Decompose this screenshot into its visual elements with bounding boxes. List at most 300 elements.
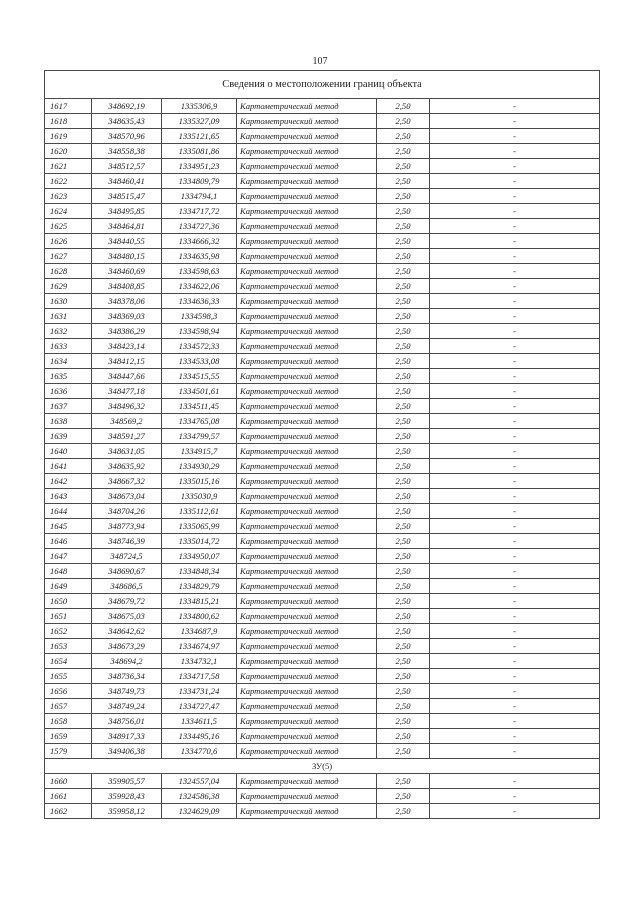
table-title-row <box>45 71 600 99</box>
coord-y-cell: 1335112,61 <box>162 504 237 519</box>
point-number-cell: 1627 <box>45 249 92 264</box>
precision-cell: 2,50 <box>377 654 430 669</box>
precision-cell: 2,50 <box>377 789 430 804</box>
method-cell: Картометрический метод <box>237 489 377 504</box>
coord-y-cell: 1334799,57 <box>162 429 237 444</box>
point-number-cell: 1579 <box>45 744 92 759</box>
coord-y-cell: 1324586,38 <box>162 789 237 804</box>
point-number-cell: 1623 <box>45 189 92 204</box>
coord-x-cell: 348477,18 <box>92 384 162 399</box>
table-row <box>45 219 600 234</box>
description-cell: - <box>430 744 600 759</box>
precision-cell: 2,50 <box>377 804 430 819</box>
description-cell: - <box>430 444 600 459</box>
table-row <box>45 474 600 489</box>
point-number-cell: 1642 <box>45 474 92 489</box>
precision-cell: 2,50 <box>377 384 430 399</box>
table-row <box>45 534 600 549</box>
description-cell: - <box>430 699 600 714</box>
point-number-cell: 1656 <box>45 684 92 699</box>
description-cell: - <box>430 369 600 384</box>
coord-y-cell: 1334635,98 <box>162 249 237 264</box>
precision-cell: 2,50 <box>377 144 430 159</box>
method-cell: Картометрический метод <box>237 444 377 459</box>
method-cell: Картометрический метод <box>237 669 377 684</box>
method-cell: Картометрический метод <box>237 339 377 354</box>
table-row <box>45 639 600 654</box>
coord-x-cell: 348773,94 <box>92 519 162 534</box>
method-cell: Картометрический метод <box>237 714 377 729</box>
coord-y-cell: 1334809,79 <box>162 174 237 189</box>
precision-cell: 2,50 <box>377 594 430 609</box>
precision-cell: 2,50 <box>377 459 430 474</box>
point-number-cell: 1636 <box>45 384 92 399</box>
table-row <box>45 324 600 339</box>
table-row <box>45 249 600 264</box>
method-cell: Картометрический метод <box>237 174 377 189</box>
point-number-cell: 1643 <box>45 489 92 504</box>
precision-cell: 2,50 <box>377 699 430 714</box>
point-number-cell: 1638 <box>45 414 92 429</box>
method-cell: Картометрический метод <box>237 144 377 159</box>
coord-x-cell: 348558,38 <box>92 144 162 159</box>
description-cell: - <box>430 654 600 669</box>
method-cell: Картометрический метод <box>237 804 377 819</box>
description-cell: - <box>430 294 600 309</box>
point-number-cell: 1630 <box>45 294 92 309</box>
description-cell: - <box>430 189 600 204</box>
method-cell: Картометрический метод <box>237 159 377 174</box>
coord-y-cell: 1334727,36 <box>162 219 237 234</box>
coord-x-cell: 348386,29 <box>92 324 162 339</box>
table-row <box>45 714 600 729</box>
method-cell: Картометрический метод <box>237 729 377 744</box>
coord-y-cell: 1334598,94 <box>162 324 237 339</box>
method-cell: Картометрический метод <box>237 564 377 579</box>
description-cell: - <box>430 684 600 699</box>
coord-x-cell: 348480,15 <box>92 249 162 264</box>
coord-x-cell: 348746,39 <box>92 534 162 549</box>
description-cell: - <box>430 324 600 339</box>
point-number-cell: 1625 <box>45 219 92 234</box>
coord-y-cell: 1334731,24 <box>162 684 237 699</box>
point-number-cell: 1644 <box>45 504 92 519</box>
coord-x-cell: 348447,66 <box>92 369 162 384</box>
coord-y-cell: 1334950,07 <box>162 549 237 564</box>
table-row <box>45 264 600 279</box>
description-cell: - <box>430 669 600 684</box>
precision-cell: 2,50 <box>377 549 430 564</box>
method-cell: Картометрический метод <box>237 234 377 249</box>
description-cell: - <box>430 249 600 264</box>
description-cell: - <box>430 489 600 504</box>
point-number-cell: 1645 <box>45 519 92 534</box>
coord-y-cell: 1335121,65 <box>162 129 237 144</box>
method-cell: Картометрический метод <box>237 699 377 714</box>
table-row <box>45 504 600 519</box>
description-cell: - <box>430 279 600 294</box>
table-row <box>45 234 600 249</box>
method-cell: Картометрический метод <box>237 354 377 369</box>
precision-cell: 2,50 <box>377 159 430 174</box>
point-number-cell: 1622 <box>45 174 92 189</box>
method-cell: Картометрический метод <box>237 594 377 609</box>
coord-x-cell: 348423,14 <box>92 339 162 354</box>
method-cell: Картометрический метод <box>237 219 377 234</box>
point-number-cell: 1639 <box>45 429 92 444</box>
method-cell: Картометрический метод <box>237 189 377 204</box>
point-number-cell: 1632 <box>45 324 92 339</box>
table-row <box>45 699 600 714</box>
point-number-cell: 1618 <box>45 114 92 129</box>
table-row <box>45 579 600 594</box>
coord-y-cell: 1334770,6 <box>162 744 237 759</box>
coord-y-cell: 1334501,61 <box>162 384 237 399</box>
precision-cell: 2,50 <box>377 204 430 219</box>
coord-x-cell: 348694,2 <box>92 654 162 669</box>
coord-x-cell: 348749,24 <box>92 699 162 714</box>
point-number-cell: 1658 <box>45 714 92 729</box>
description-cell: - <box>430 204 600 219</box>
method-cell: Картометрический метод <box>237 654 377 669</box>
table-row <box>45 459 600 474</box>
method-cell: Картометрический метод <box>237 204 377 219</box>
method-cell: Картометрический метод <box>237 309 377 324</box>
table-row <box>45 549 600 564</box>
coord-x-cell: 348673,04 <box>92 489 162 504</box>
precision-cell: 2,50 <box>377 639 430 654</box>
point-number-cell: 1628 <box>45 264 92 279</box>
coord-y-cell: 1334598,3 <box>162 309 237 324</box>
point-number-cell: 1657 <box>45 699 92 714</box>
coord-y-cell: 1334794,1 <box>162 189 237 204</box>
point-number-cell: 1634 <box>45 354 92 369</box>
coord-x-cell: 348673,29 <box>92 639 162 654</box>
precision-cell: 2,50 <box>377 414 430 429</box>
method-cell: Картометрический метод <box>237 384 377 399</box>
description-cell: - <box>430 519 600 534</box>
method-cell: Картометрический метод <box>237 129 377 144</box>
point-number-cell: 1637 <box>45 399 92 414</box>
coord-x-cell: 348679,72 <box>92 594 162 609</box>
precision-cell: 2,50 <box>377 294 430 309</box>
description-cell: - <box>430 774 600 789</box>
method-cell: Картометрический метод <box>237 744 377 759</box>
coord-y-cell: 1334727,47 <box>162 699 237 714</box>
coord-y-cell: 1334951,23 <box>162 159 237 174</box>
precision-cell: 2,50 <box>377 729 430 744</box>
description-cell: - <box>430 219 600 234</box>
description-cell: - <box>430 384 600 399</box>
coord-x-cell: 348591,27 <box>92 429 162 444</box>
coord-y-cell: 1334800,62 <box>162 609 237 624</box>
method-cell: Картометрический метод <box>237 369 377 384</box>
coord-y-cell: 1334815,21 <box>162 594 237 609</box>
table-row <box>45 189 600 204</box>
coord-y-cell: 1335081,86 <box>162 144 237 159</box>
table-row <box>45 294 600 309</box>
coord-x-cell: 348749,73 <box>92 684 162 699</box>
table-row <box>45 174 600 189</box>
description-cell: - <box>430 549 600 564</box>
point-number-cell: 1662 <box>45 804 92 819</box>
method-cell: Картометрический метод <box>237 474 377 489</box>
description-cell: - <box>430 159 600 174</box>
description-cell: - <box>430 564 600 579</box>
description-cell: - <box>430 594 600 609</box>
coord-x-cell: 348667,32 <box>92 474 162 489</box>
table-row <box>45 684 600 699</box>
coord-y-cell: 1334687,9 <box>162 624 237 639</box>
table-row <box>45 204 600 219</box>
point-number-cell: 1626 <box>45 234 92 249</box>
coord-x-cell: 359958,12 <box>92 804 162 819</box>
table-row <box>45 429 600 444</box>
coord-x-cell: 359905,57 <box>92 774 162 789</box>
method-cell: Картометрический метод <box>237 789 377 804</box>
table-row <box>45 129 600 144</box>
precision-cell: 2,50 <box>377 489 430 504</box>
precision-cell: 2,50 <box>377 279 430 294</box>
method-cell: Картометрический метод <box>237 264 377 279</box>
point-number-cell: 1635 <box>45 369 92 384</box>
coord-x-cell: 348378,06 <box>92 294 162 309</box>
coord-x-cell: 348512,57 <box>92 159 162 174</box>
description-cell: - <box>430 789 600 804</box>
coord-y-cell: 1334717,58 <box>162 669 237 684</box>
table-row <box>45 369 600 384</box>
table-row <box>45 309 600 324</box>
point-number-cell: 1651 <box>45 609 92 624</box>
coord-y-cell: 1334636,33 <box>162 294 237 309</box>
coord-x-cell: 348635,92 <box>92 459 162 474</box>
coord-y-cell: 1335327,09 <box>162 114 237 129</box>
description-cell: - <box>430 129 600 144</box>
point-number-cell: 1620 <box>45 144 92 159</box>
table-row <box>45 669 600 684</box>
point-number-cell: 1631 <box>45 309 92 324</box>
description-cell: - <box>430 399 600 414</box>
precision-cell: 2,50 <box>377 714 430 729</box>
description-cell: - <box>430 474 600 489</box>
method-cell: Картометрический метод <box>237 549 377 564</box>
coord-y-cell: 1334829,79 <box>162 579 237 594</box>
precision-cell: 2,50 <box>377 234 430 249</box>
point-number-cell: 1654 <box>45 654 92 669</box>
coord-x-cell: 348412,15 <box>92 354 162 369</box>
point-number-cell: 1655 <box>45 669 92 684</box>
description-cell: - <box>430 714 600 729</box>
coord-y-cell: 1334915,7 <box>162 444 237 459</box>
point-number-cell: 1619 <box>45 129 92 144</box>
coord-y-cell: 1334511,45 <box>162 399 237 414</box>
precision-cell: 2,50 <box>377 519 430 534</box>
method-cell: Картометрический метод <box>237 414 377 429</box>
precision-cell: 2,50 <box>377 579 430 594</box>
method-cell: Картометрический метод <box>237 279 377 294</box>
coord-x-cell: 359928,43 <box>92 789 162 804</box>
table-row <box>45 99 600 114</box>
coord-x-cell: 348642,62 <box>92 624 162 639</box>
coord-y-cell: 1335306,9 <box>162 99 237 114</box>
method-cell: Картометрический метод <box>237 684 377 699</box>
coord-y-cell: 1334495,16 <box>162 729 237 744</box>
precision-cell: 2,50 <box>377 564 430 579</box>
table-row <box>45 789 600 804</box>
table-row <box>45 609 600 624</box>
description-cell: - <box>430 429 600 444</box>
coord-x-cell: 348515,47 <box>92 189 162 204</box>
coord-x-cell: 348408,85 <box>92 279 162 294</box>
method-cell: Картометрический метод <box>237 249 377 264</box>
coord-x-cell: 348464,81 <box>92 219 162 234</box>
coord-y-cell: 1335030,9 <box>162 489 237 504</box>
precision-cell: 2,50 <box>377 189 430 204</box>
point-number-cell: 1647 <box>45 549 92 564</box>
table-row <box>45 489 600 504</box>
precision-cell: 2,50 <box>377 609 430 624</box>
table-row <box>45 114 600 129</box>
coord-x-cell: 348675,03 <box>92 609 162 624</box>
description-cell: - <box>430 354 600 369</box>
section-row <box>45 759 600 774</box>
coord-x-cell: 348369,03 <box>92 309 162 324</box>
point-number-cell: 1646 <box>45 534 92 549</box>
coord-x-cell: 348690,67 <box>92 564 162 579</box>
precision-cell: 2,50 <box>377 744 430 759</box>
coord-x-cell: 348460,69 <box>92 264 162 279</box>
coord-y-cell: 1334930,29 <box>162 459 237 474</box>
coord-x-cell: 348724,5 <box>92 549 162 564</box>
precision-cell: 2,50 <box>377 324 430 339</box>
precision-cell: 2,50 <box>377 429 430 444</box>
precision-cell: 2,50 <box>377 264 430 279</box>
precision-cell: 2,50 <box>377 534 430 549</box>
boundary-coordinates-table <box>44 70 600 819</box>
precision-cell: 2,50 <box>377 114 430 129</box>
coord-x-cell: 349406,38 <box>92 744 162 759</box>
coord-y-cell: 1334611,5 <box>162 714 237 729</box>
precision-cell: 2,50 <box>377 99 430 114</box>
coord-y-cell: 1324557,04 <box>162 774 237 789</box>
table-row <box>45 384 600 399</box>
table-title: Сведения о местоположении границ объекта <box>45 71 600 99</box>
precision-cell: 2,50 <box>377 174 430 189</box>
method-cell: Картометрический метод <box>237 624 377 639</box>
point-number-cell: 1650 <box>45 594 92 609</box>
point-number-cell: 1624 <box>45 204 92 219</box>
table-row <box>45 414 600 429</box>
precision-cell: 2,50 <box>377 774 430 789</box>
coord-x-cell: 348917,33 <box>92 729 162 744</box>
precision-cell: 2,50 <box>377 129 430 144</box>
point-number-cell: 1661 <box>45 789 92 804</box>
point-number-cell: 1652 <box>45 624 92 639</box>
table-row <box>45 444 600 459</box>
description-cell: - <box>430 579 600 594</box>
table-row <box>45 654 600 669</box>
point-number-cell: 1633 <box>45 339 92 354</box>
precision-cell: 2,50 <box>377 399 430 414</box>
description-cell: - <box>430 339 600 354</box>
table-row <box>45 159 600 174</box>
point-number-cell: 1621 <box>45 159 92 174</box>
section-label: ЗУ(5) <box>45 759 600 774</box>
method-cell: Картометрический метод <box>237 99 377 114</box>
table-row <box>45 144 600 159</box>
coord-y-cell: 1334732,1 <box>162 654 237 669</box>
coord-y-cell: 1334765,08 <box>162 414 237 429</box>
coord-x-cell: 348495,85 <box>92 204 162 219</box>
point-number-cell: 1653 <box>45 639 92 654</box>
table-row <box>45 339 600 354</box>
coord-y-cell: 1334666,32 <box>162 234 237 249</box>
point-number-cell: 1649 <box>45 579 92 594</box>
table-row <box>45 744 600 759</box>
table-row <box>45 399 600 414</box>
method-cell: Картометрический метод <box>237 639 377 654</box>
point-number-cell: 1648 <box>45 564 92 579</box>
precision-cell: 2,50 <box>377 339 430 354</box>
precision-cell: 2,50 <box>377 444 430 459</box>
precision-cell: 2,50 <box>377 669 430 684</box>
table-row <box>45 279 600 294</box>
method-cell: Картометрический метод <box>237 399 377 414</box>
coord-y-cell: 1335065,99 <box>162 519 237 534</box>
point-number-cell: 1629 <box>45 279 92 294</box>
method-cell: Картометрический метод <box>237 294 377 309</box>
coord-x-cell: 348635,43 <box>92 114 162 129</box>
method-cell: Картометрический метод <box>237 609 377 624</box>
coord-x-cell: 348756,01 <box>92 714 162 729</box>
coord-x-cell: 348692,19 <box>92 99 162 114</box>
description-cell: - <box>430 639 600 654</box>
table-row <box>45 774 600 789</box>
method-cell: Картометрический метод <box>237 324 377 339</box>
description-cell: - <box>430 99 600 114</box>
coord-y-cell: 1334598,63 <box>162 264 237 279</box>
coord-x-cell: 348631,05 <box>92 444 162 459</box>
coord-y-cell: 1334622,06 <box>162 279 237 294</box>
coord-y-cell: 1334572,33 <box>162 339 237 354</box>
method-cell: Картометрический метод <box>237 519 377 534</box>
table-row <box>45 354 600 369</box>
method-cell: Картометрический метод <box>237 459 377 474</box>
description-cell: - <box>430 459 600 474</box>
precision-cell: 2,50 <box>377 309 430 324</box>
coord-x-cell: 348460,41 <box>92 174 162 189</box>
precision-cell: 2,50 <box>377 219 430 234</box>
coord-x-cell: 348704,26 <box>92 504 162 519</box>
precision-cell: 2,50 <box>377 624 430 639</box>
coord-x-cell: 348440,55 <box>92 234 162 249</box>
coord-x-cell: 348570,96 <box>92 129 162 144</box>
coord-y-cell: 1335014,72 <box>162 534 237 549</box>
table-row <box>45 594 600 609</box>
precision-cell: 2,50 <box>377 369 430 384</box>
precision-cell: 2,50 <box>377 249 430 264</box>
method-cell: Картометрический метод <box>237 504 377 519</box>
table-row <box>45 804 600 819</box>
point-number-cell: 1659 <box>45 729 92 744</box>
table-row <box>45 729 600 744</box>
point-number-cell: 1617 <box>45 99 92 114</box>
table-row <box>45 564 600 579</box>
description-cell: - <box>430 309 600 324</box>
coord-y-cell: 1334533,08 <box>162 354 237 369</box>
description-cell: - <box>430 534 600 549</box>
description-cell: - <box>430 504 600 519</box>
